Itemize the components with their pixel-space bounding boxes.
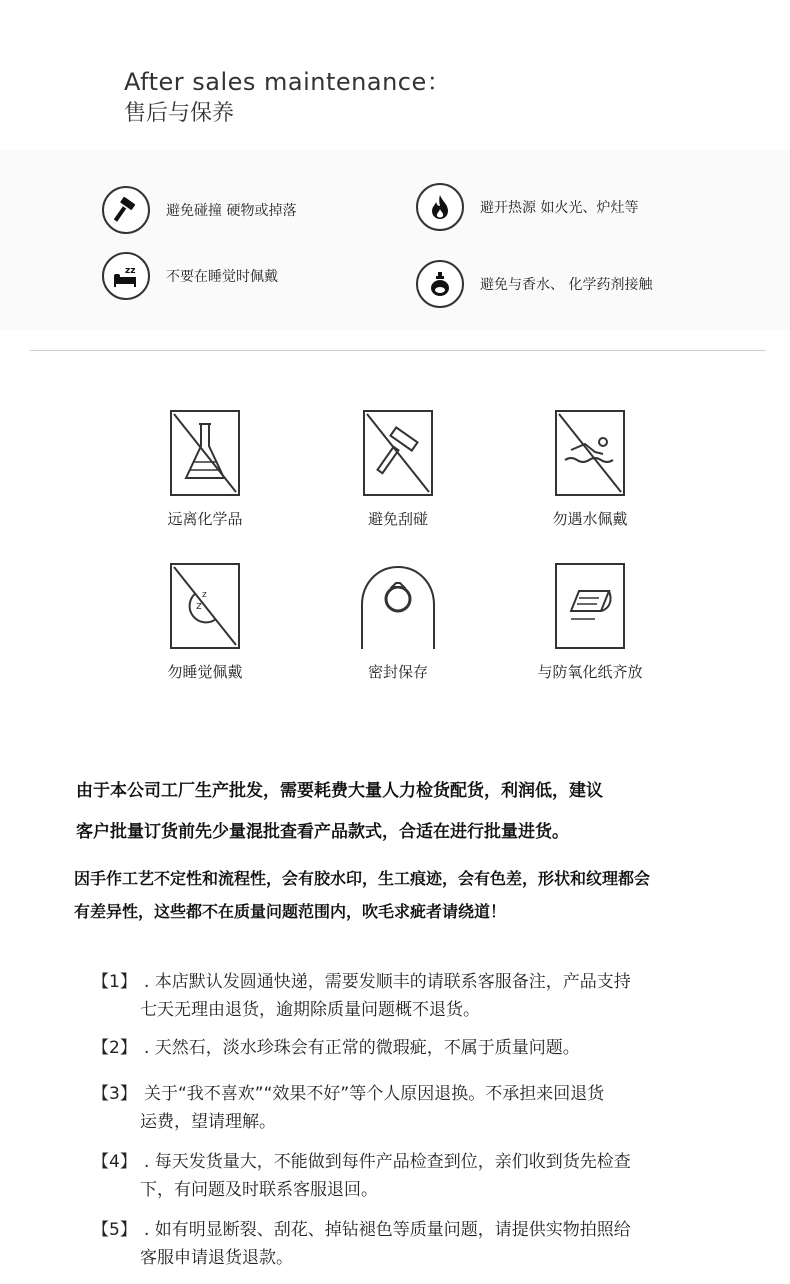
anti-oxidation-paper-icon [555, 563, 625, 649]
no-sleeping-icon [170, 563, 240, 649]
care-tip-avoid-heat [416, 183, 638, 231]
flame-icon [416, 183, 464, 231]
no-chemicals-icon [170, 410, 240, 496]
care-tips-panel [0, 150, 790, 330]
policy-text: . 每天发货量大，不能做到每件产品检查到位，亲们收到货先检查 [144, 1152, 631, 1172]
care-tip-no-sleep [102, 252, 278, 300]
handmade-notice-line1: 因手作工艺不定性和流程性，会有胶水印，生工痕迹，会有色差，形状和纹理都会 [74, 869, 651, 888]
perfume-icon [416, 260, 464, 308]
care-tip-text: 避免碰撞 硬物或掉落 [166, 203, 297, 219]
policy-number: 【2】 [92, 1038, 137, 1058]
sealed-storage-icon [358, 563, 438, 649]
policy-number: 【3】 [92, 1084, 137, 1104]
tile-no-chemicals [110, 410, 300, 529]
tile-sealed-storage [303, 563, 493, 682]
section-title-en: After sales maintenance： [124, 68, 452, 96]
policy-number: 【4】 [92, 1152, 137, 1172]
tile-label: 远离化学品 [167, 510, 243, 528]
wholesale-notice-line2: 客户批量订货前先少量混批查看产品款式，合适在进行批量进货。 [76, 822, 569, 842]
policy-text: . 天然石，淡水珍珠会有正常的微瑕疵，不属于质量问题。 [144, 1038, 580, 1058]
tile-anti-oxidation [495, 563, 685, 682]
tile-label: 与防氧化纸齐放 [537, 663, 643, 681]
policy-item [92, 1216, 742, 1272]
hammer-icon [102, 186, 150, 234]
tile-no-water [495, 410, 685, 529]
svg-text:zz: zz [125, 266, 136, 276]
policy-text: . 如有明显断裂、刮花、掉钻褪色等质量问题，请提供实物拍照给 [144, 1220, 631, 1240]
no-swimming-icon [555, 410, 625, 496]
tile-label: 避免刮碰 [367, 510, 428, 528]
sleep-icon [102, 252, 150, 300]
policy-item [92, 1080, 742, 1136]
care-tip-text: 避免与香水、 化学药剂接触 [480, 277, 653, 293]
section-divider [30, 350, 766, 351]
policy-item [92, 968, 742, 1024]
handmade-notice-line2: 有差异性，这些都不在质量问题范围内，吹毛求疵者请绕道！ [74, 902, 507, 921]
policy-text-continued: 运费，望请理解。 [140, 1112, 276, 1132]
section-title-zh: 售后与保养 [124, 101, 235, 126]
tile-label: 勿睡觉佩戴 [167, 663, 243, 681]
policy-text: . 本店默认发圆通快递，需要发顺丰的请联系客服备注，产品支持 [144, 972, 631, 992]
policy-item [92, 1034, 742, 1062]
policy-text-continued: 下，有问题及时联系客服退回。 [140, 1180, 378, 1200]
policy-text-continued: 七天无理由退货，逾期除质量问题概不退货。 [140, 1000, 480, 1020]
wholesale-notice-line1: 由于本公司工厂生产批发，需要耗费大量人力检货配货，利润低，建议 [76, 781, 603, 801]
care-tip-text: 不要在睡觉时佩戴 [166, 269, 278, 285]
policy-item [92, 1148, 742, 1204]
tile-label: 密封保存 [367, 663, 428, 681]
care-tip-text: 避开热源 如火光、炉灶等 [480, 200, 639, 216]
care-tip-avoid-impact [102, 186, 296, 234]
no-impact-icon [363, 410, 433, 496]
care-tip-no-chemicals [416, 260, 652, 308]
tile-no-sleeping [110, 563, 300, 682]
policy-number: 【1】 [92, 972, 137, 992]
policy-number: 【5】 [92, 1220, 137, 1240]
svg-text:z: z [202, 590, 207, 600]
svg-text:z: z [196, 599, 202, 612]
tile-label: 勿遇水佩戴 [552, 510, 628, 528]
policy-text: 关于“我不喜欢”“效果不好”等个人原因退换。不承担来回退货 [144, 1084, 605, 1104]
policy-text-continued: 客服申请退货退款。 [140, 1248, 293, 1268]
tile-no-impact [303, 410, 493, 529]
